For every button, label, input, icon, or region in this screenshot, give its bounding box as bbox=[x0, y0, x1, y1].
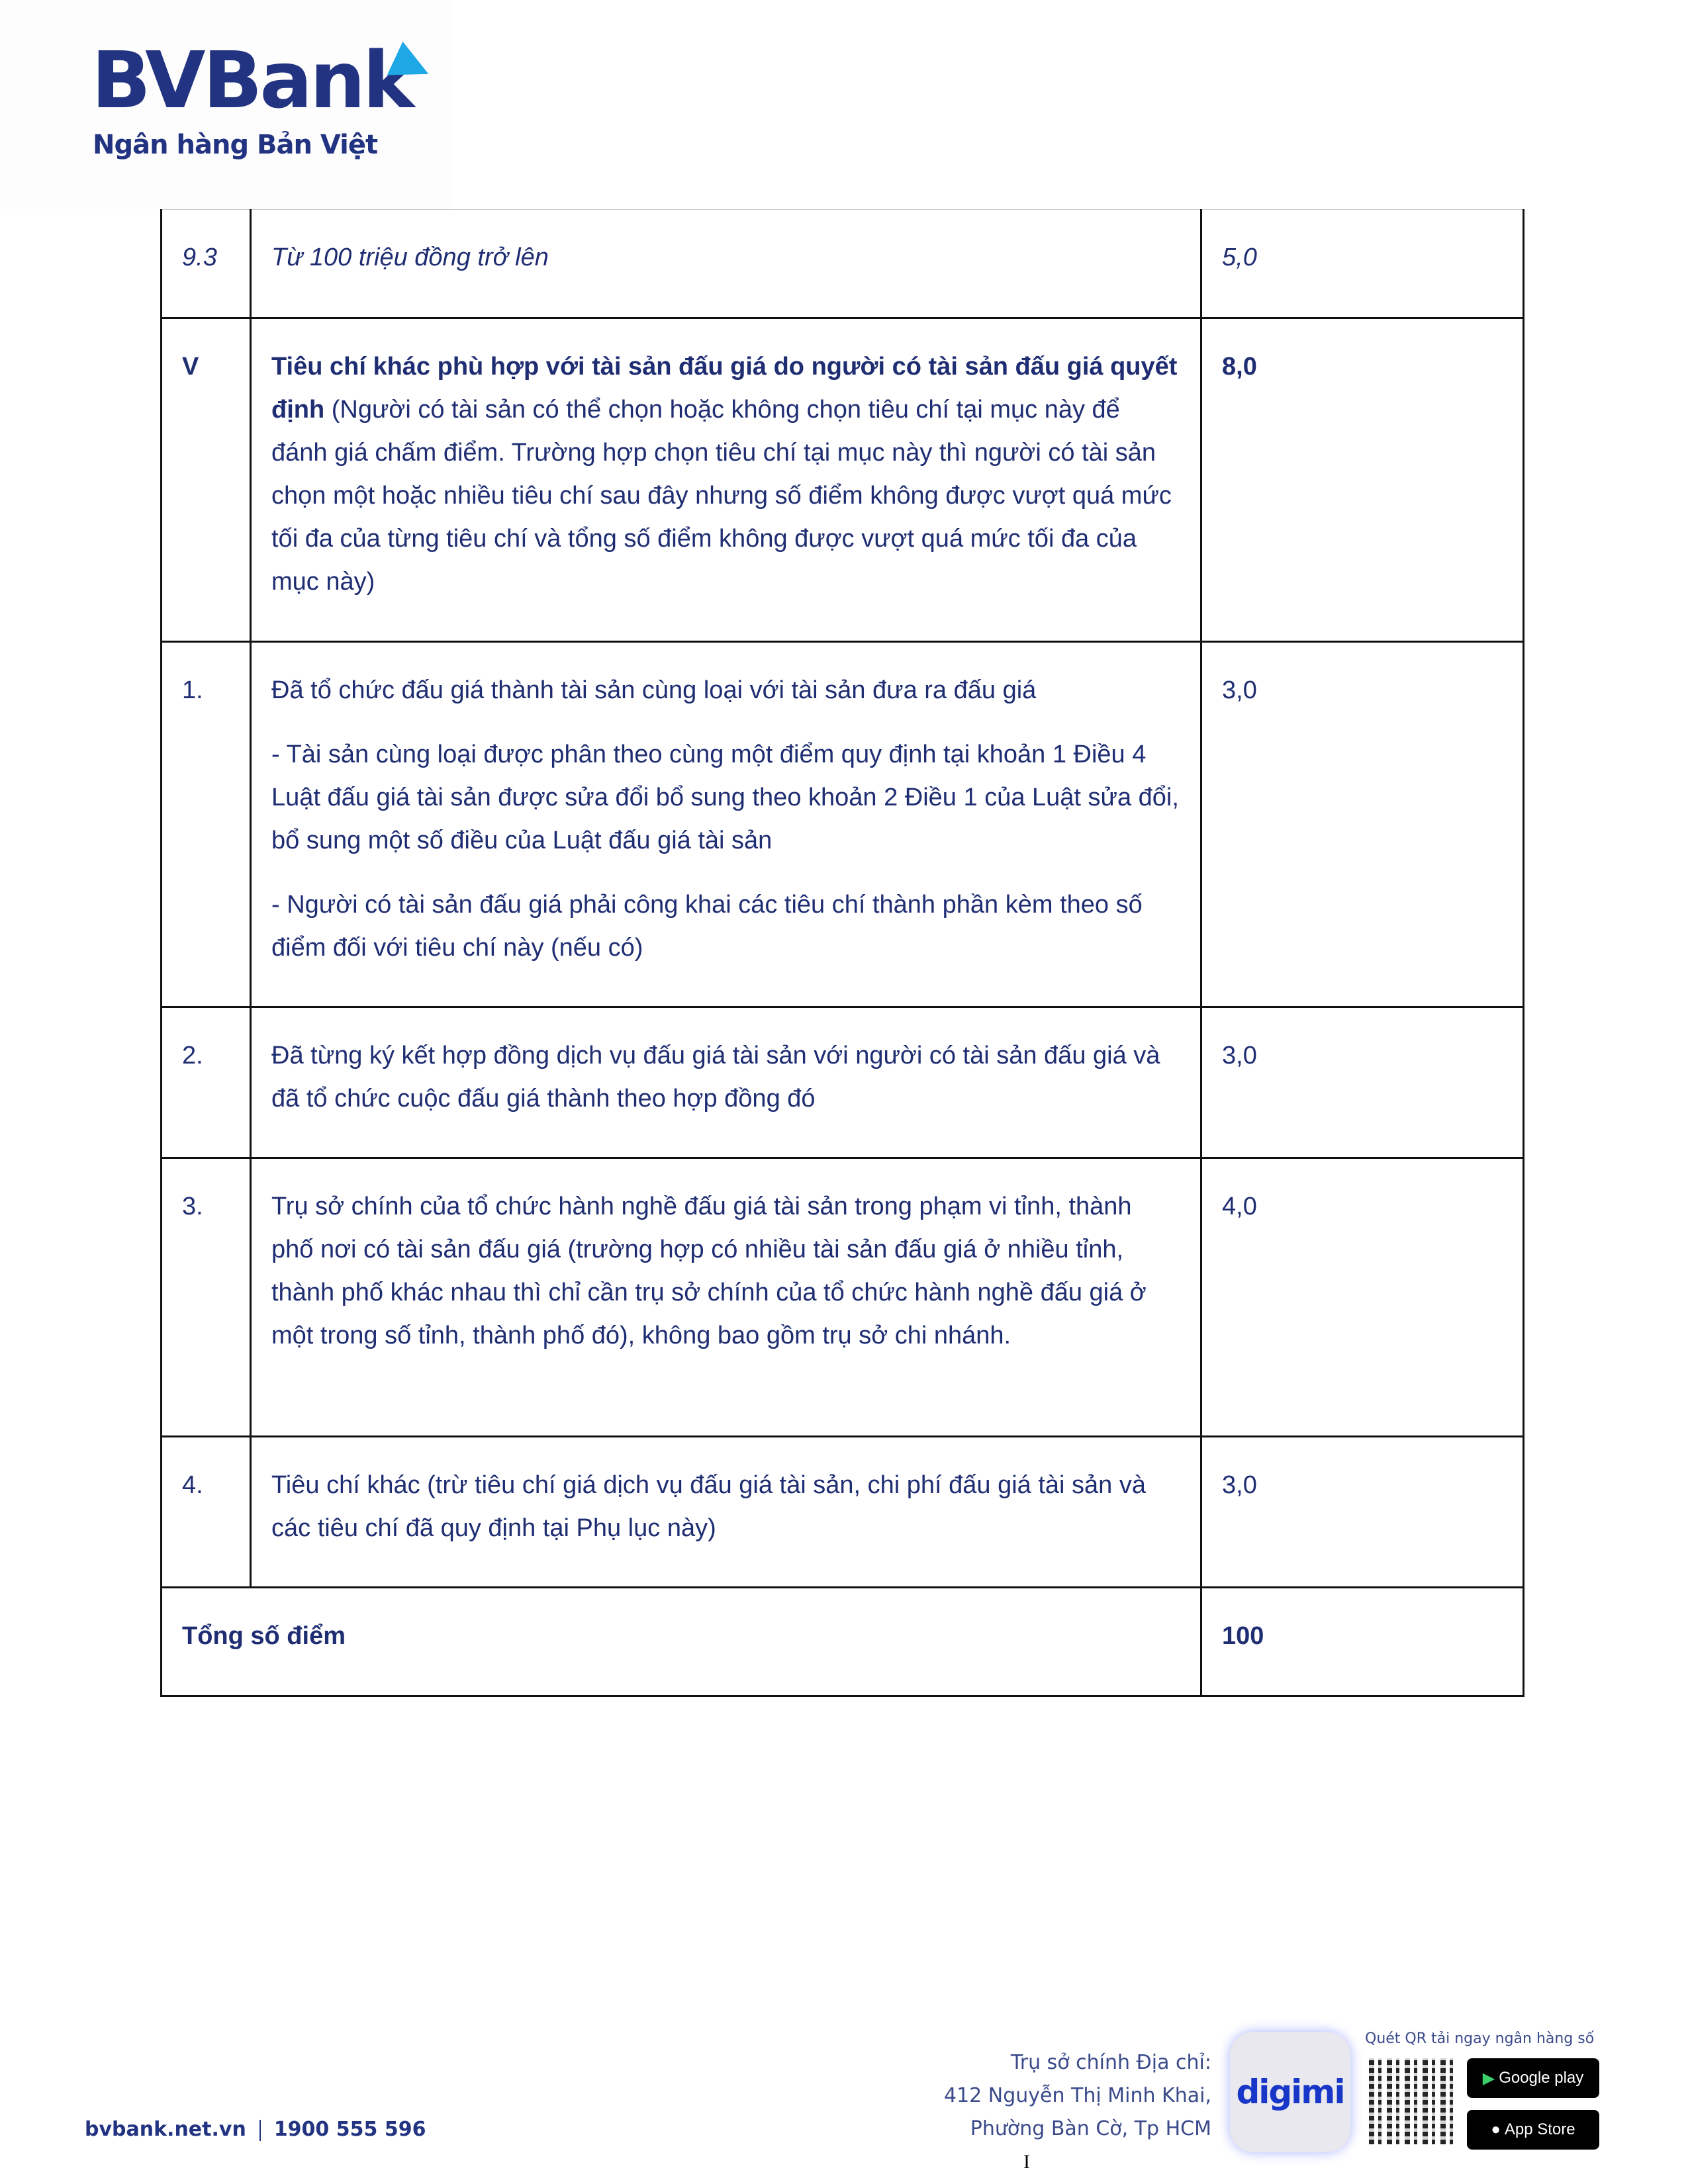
row-content bbox=[251, 642, 1201, 1007]
row-score: 8,0 bbox=[1201, 318, 1524, 642]
row-number: 2. bbox=[162, 1007, 251, 1158]
total-row bbox=[162, 1588, 1524, 1696]
google-play-badge[interactable] bbox=[1467, 2058, 1599, 2098]
footer-contact bbox=[85, 2118, 426, 2141]
row-number: 4. bbox=[162, 1437, 251, 1588]
row-number: 1. bbox=[162, 642, 251, 1007]
apple-icon: ● bbox=[1491, 2120, 1501, 2138]
digimi-app-icon: digimi bbox=[1230, 2032, 1350, 2152]
row-paragraph: Đã tổ chức đấu giá thành tài sản cùng loại với tài sản đưa ra đấu giá bbox=[271, 676, 1037, 704]
address-line-2: Phường Bàn Cờ, Tp HCM bbox=[970, 2117, 1211, 2140]
address-label: Trụ sở chính Địa chỉ: bbox=[1010, 2051, 1211, 2074]
table-row bbox=[162, 1437, 1524, 1588]
bank-logo bbox=[0, 0, 453, 209]
head-office-address bbox=[944, 2046, 1211, 2146]
row-content: Từ 100 triệu đồng trở lên bbox=[251, 210, 1201, 318]
play-store-icon: ▶ bbox=[1482, 2069, 1495, 2087]
row-number: 3. bbox=[162, 1158, 251, 1437]
row-content bbox=[251, 318, 1201, 642]
table-row bbox=[162, 1158, 1524, 1437]
total-label: Tổng số điểm bbox=[162, 1588, 1201, 1696]
row-bold-lead: Tiêu chí khác phù hợp với tài sản đấu giá do người có tài sản đấu giá quyết định bbox=[271, 353, 1178, 424]
row-score: 5,0 bbox=[1201, 210, 1524, 318]
row-number: 9.3 bbox=[162, 210, 251, 318]
hotline: 1900 555 596 bbox=[273, 2118, 426, 2141]
qr-caption: Quét QR tải ngay ngân hàng số bbox=[1365, 2030, 1595, 2047]
table-row bbox=[162, 1007, 1524, 1158]
table-row bbox=[162, 318, 1524, 642]
row-paragraph: - Tài sản cùng loại được phân theo cùng một điểm quy định tại khoản 1 Điều 4 Luật đấu giá tài sản được sửa đổi bổ sung theo khoản 2 Điều 1 của Luật sửa đổi, bổ sung một số điều của Luật đấu giá tài sản bbox=[271, 741, 1179, 854]
text-cursor-mark: I bbox=[1023, 2151, 1030, 2173]
website-link[interactable]: bvbank.net.vn bbox=[85, 2118, 246, 2141]
row-paragraph: - Người có tài sản đấu giá phải công khai các tiêu chí thành phần kèm theo số điểm đối với tiêu chí này (nếu có) bbox=[271, 891, 1143, 962]
app-store-label: App Store bbox=[1504, 2120, 1575, 2138]
row-content: Tiêu chí khác (trừ tiêu chí giá dịch vụ đấu giá tài sản, chi phí đấu giá tài sản và các tiêu chí đã quy định tại Phụ lục này) bbox=[251, 1437, 1201, 1588]
row-score: 3,0 bbox=[1201, 1437, 1524, 1588]
table-row bbox=[162, 642, 1524, 1007]
row-note: (Người có tài sản có thể chọn hoặc không chọn tiêu chí tại mục này để đánh giá chấm điểm. Trường hợp chọn tiêu chí tại mục này thì người có tài sản chọn một hoặc nhiều tiêu chí sau đây nhưng số điểm không được vượt quá mức tối đa của từng tiêu chí và tổng số điểm không được vượt quá mức tối đa của mục này) bbox=[271, 396, 1172, 596]
address-line-1: 412 Nguyễn Thị Minh Khai, bbox=[944, 2084, 1211, 2107]
app-store-badge[interactable] bbox=[1467, 2110, 1599, 2150]
row-score: 3,0 bbox=[1201, 642, 1524, 1007]
logo-wordmark: BVBank bbox=[91, 34, 412, 126]
google-play-label: Google play bbox=[1499, 2069, 1584, 2087]
row-content: Trụ sở chính của tổ chức hành nghề đấu giá tài sản trong phạm vi tỉnh, thành phố nơi có tài sản đấu giá (trường hợp có nhiều tài sản đấu giá ở nhiều tỉnh, thành phố khác nhau thì chỉ cần trụ sở chính của tổ chức hành nghề đấu giá ở một trong số tỉnh, thành phố đó), không bao gồm trụ sở chi nhánh. bbox=[251, 1158, 1201, 1437]
row-score: 3,0 bbox=[1201, 1007, 1524, 1158]
table-row bbox=[162, 210, 1524, 318]
scoring-table bbox=[160, 209, 1524, 1697]
logo-subtitle: Ngân hàng Bản Việt bbox=[93, 130, 378, 160]
total-score: 100 bbox=[1201, 1588, 1524, 1696]
row-score: 4,0 bbox=[1201, 1158, 1524, 1437]
row-number: V bbox=[162, 318, 251, 642]
divider bbox=[259, 2120, 261, 2141]
row-content: Đã từng ký kết hợp đồng dịch vụ đấu giá tài sản với người có tài sản đấu giá và đã tổ chức cuộc đấu giá thành theo hợp đồng đó bbox=[251, 1007, 1201, 1158]
qr-code-icon bbox=[1369, 2058, 1455, 2144]
